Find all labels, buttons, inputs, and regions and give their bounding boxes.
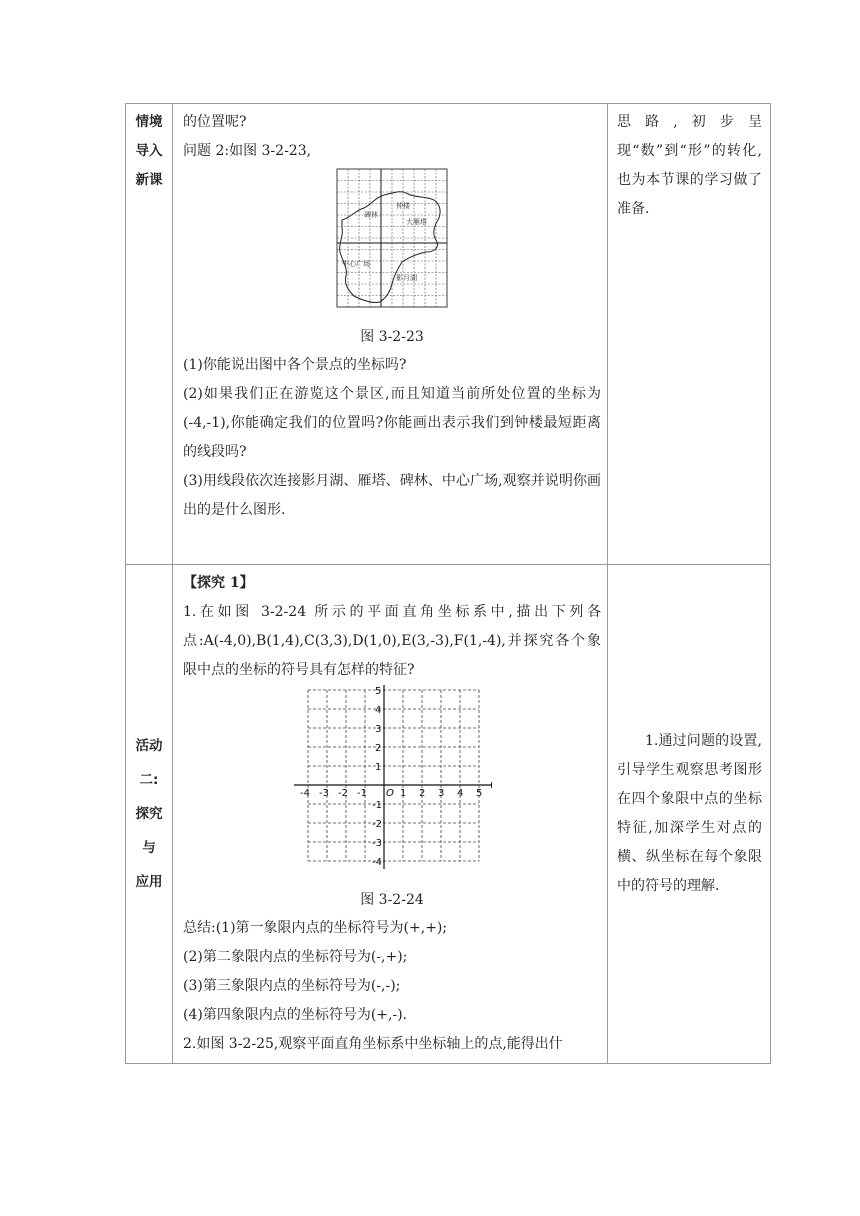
x-tick-label: 2	[419, 788, 426, 799]
figure-caption: 图 3-2-24	[360, 892, 424, 908]
x-tick-label: 4	[457, 788, 464, 799]
label-line: 应用	[135, 874, 163, 890]
x-axis-arrow	[491, 782, 492, 788]
summary-line: (4)第四象限内点的坐标符号为(+,-).	[183, 1007, 408, 1023]
y-tick-label: -4	[372, 857, 382, 868]
label-line: 与	[142, 840, 156, 856]
figure-3-2-23	[183, 166, 601, 319]
label-line: 导入	[135, 143, 163, 159]
y-tick-label: 3	[375, 724, 382, 735]
text-line: 的位置呢?	[183, 114, 247, 130]
row-explore-note	[608, 565, 771, 1064]
row-intro-content	[173, 104, 608, 565]
summary-line: (2)第二象限内点的坐标符号为(-,+);	[183, 949, 408, 965]
row-explore	[126, 565, 771, 1064]
y-tick-label: -1	[372, 800, 382, 811]
text-line: 问题 2:如图 3-2-23,	[183, 143, 312, 159]
x-tick-label: -3	[319, 788, 329, 799]
map-label: 影月湖	[396, 274, 417, 282]
question-2: (2)如果我们正在游览这个景区,而且知道当前所处位置的坐标为(-4,-1),你能确定我们的位置吗?你能画出表示我们到钟楼最短距离的线段吗?	[183, 386, 601, 460]
figure-3-2-24	[183, 685, 601, 886]
lesson-table	[125, 103, 771, 1064]
question-1: (1)你能说出图中各个景点的坐标吗?	[183, 357, 407, 373]
section-heading: 【探究 1】	[183, 575, 254, 591]
y-tick-label: 5	[375, 686, 382, 697]
row-intro-note	[608, 104, 771, 565]
y-tick-label: 2	[375, 743, 382, 754]
x-tick-label: 3	[438, 788, 445, 799]
y-tick-label: -2	[372, 819, 382, 830]
y-tick-label: 1	[375, 762, 382, 773]
x-tick-label: -2	[338, 788, 348, 799]
label-line: 探究	[135, 806, 163, 822]
y-tick-label: -3	[372, 838, 382, 849]
row-explore-label	[126, 565, 173, 1064]
y-tick-label: 4	[375, 705, 382, 716]
design-note: 1.通过问题的设置,引导学生观察思考图形在四个象限中点的坐标特征,加深学生对点的横、纵坐标在每个象限中的符号的理解.	[617, 733, 762, 894]
row-intro	[126, 104, 771, 565]
task-2: 2.如图 3-2-25,观察平面直角坐标系中坐标轴上的点,能得出什	[183, 1036, 563, 1052]
summary-line: 总结:(1)第一象限内点的坐标符号为(+,+);	[183, 920, 448, 936]
map-label: 钟楼	[396, 202, 410, 210]
origin-label: O	[386, 788, 394, 799]
figure-caption: 图 3-2-23	[360, 329, 424, 345]
scenic-map-figure	[336, 168, 448, 308]
task-1: 1.在如图 3-2-24 所示的平面直角坐标系中,描出下列各点:A(-4,0),B(1,4),C(3,3),D(1,0),E(3,-3),F(1,-4),并探究各个象限中点的坐标的符号具有怎样的特征?	[183, 604, 601, 678]
x-tick-label: 5	[476, 788, 483, 799]
label-line: 二:	[139, 772, 159, 788]
question-3: (3)用线段依次连接影月湖、雁塔、碑林、中心广场,观察并说明你画出的是什么图形.	[183, 473, 601, 518]
label-line: 情境	[135, 114, 163, 130]
row-intro-label	[126, 104, 173, 565]
map-label: 中心广场	[342, 260, 370, 268]
map-label: 大雁塔	[406, 218, 427, 226]
label-line: 活动	[135, 738, 163, 754]
x-tick-label: -1	[357, 788, 367, 799]
row-explore-content	[173, 565, 608, 1064]
map-label: 碑林	[364, 211, 378, 219]
x-tick-label: -4	[300, 788, 310, 799]
coordinate-plane-figure	[292, 685, 492, 875]
design-note: 思路,初步呈现“数”到“形”的转化,也为本节课的学习做了准备.	[617, 114, 762, 217]
label-line: 新课	[135, 172, 163, 188]
x-tick-label: 1	[400, 788, 407, 799]
summary-line: (3)第三象限内点的坐标符号为(-,-);	[183, 978, 401, 994]
